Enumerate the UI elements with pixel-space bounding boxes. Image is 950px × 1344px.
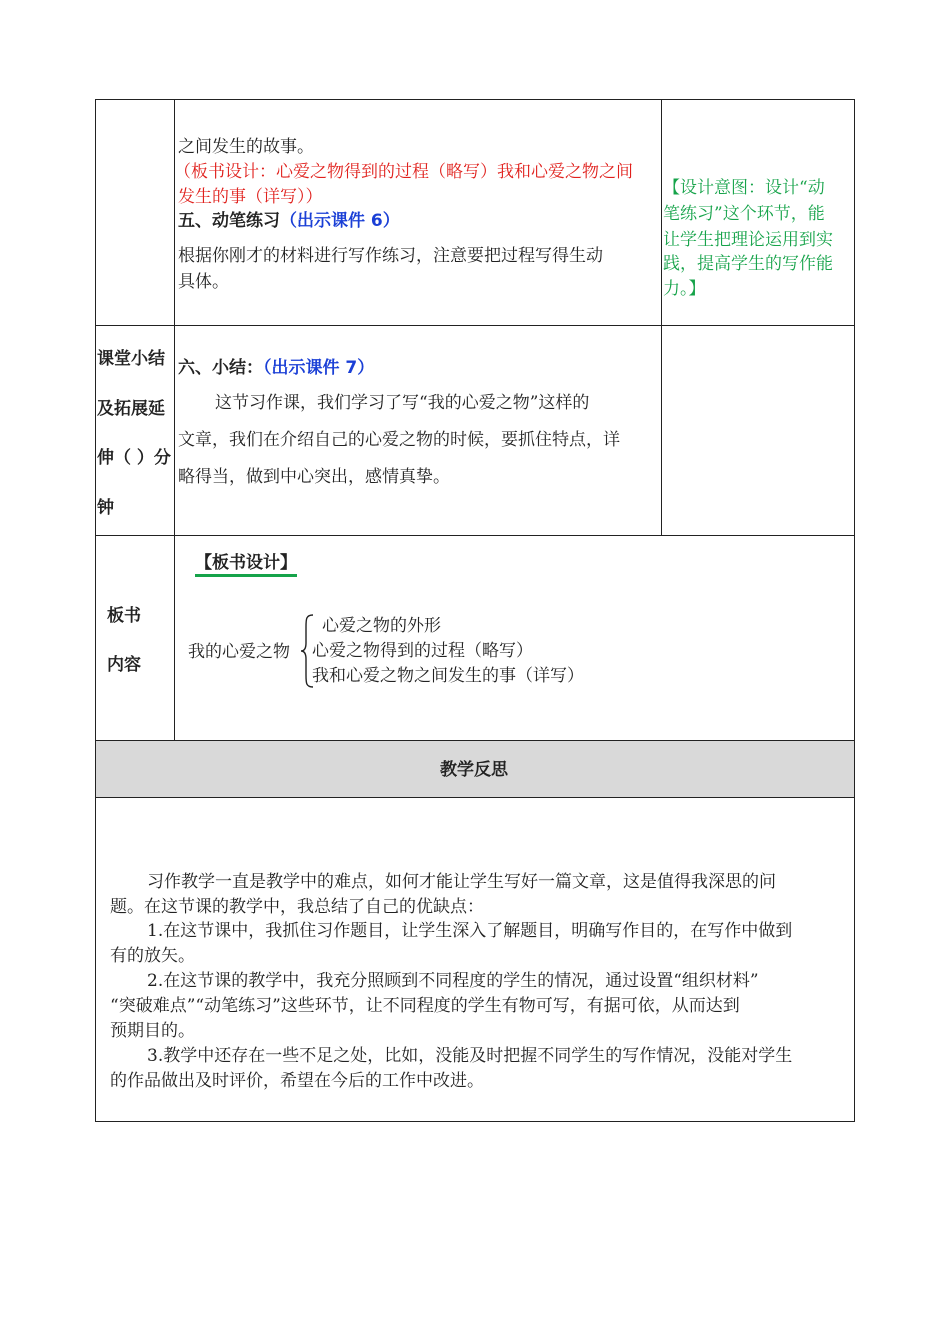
content-line: 文章，我们在介绍自己的心爱之物的时候，要抓住特点，详 xyxy=(178,430,620,450)
board-design-heading: 【板书设计】 xyxy=(195,552,297,577)
row-label: 板书 xyxy=(107,606,141,626)
step-title: 六、小结： xyxy=(178,358,263,378)
design-intent-note: 力。】 xyxy=(663,279,706,299)
row-label: 钟 xyxy=(97,498,114,518)
row-label: 课堂小结 xyxy=(97,349,165,369)
step-heading xyxy=(178,209,400,233)
board-branch: 心爱之物的外形 xyxy=(322,616,441,636)
design-intent-note: 笔练习”这个环节，能 xyxy=(663,204,825,224)
row-divider xyxy=(95,797,855,798)
reflection-title: 教学反思 xyxy=(440,760,508,780)
board-branch: 心爱之物得到的过程（略写） xyxy=(312,641,533,661)
column-divider xyxy=(661,99,662,536)
board-branch: 我和心爱之物之间发生的事（详写） xyxy=(312,666,584,686)
reflection-line: 3.教学中还存在一些不足之处，比如，没能及时把握不同学生的写作情况，没能对学生 xyxy=(147,1046,793,1066)
board-design-note: 发生的事（详写）） xyxy=(178,187,323,207)
row-label: 内容 xyxy=(107,655,141,675)
reflection-line: 2.在这节课的教学中，我充分照顾到不同程度的学生的情况，通过设置“组织材料” xyxy=(147,971,759,991)
column-divider xyxy=(174,99,175,741)
reflection-line: 有的放矢。 xyxy=(110,946,195,966)
content-line: 根据你刚才的材料进行写作练习，注意要把过程写得生动 xyxy=(178,246,603,266)
content-line: 这节习作课，我们学习了写“我的心爱之物”这样的 xyxy=(215,393,590,413)
design-intent-note: 【设计意图：设计“动 xyxy=(663,178,825,198)
courseware-ref: （出示课件 6） xyxy=(280,211,400,231)
row-label: 及拓展延 xyxy=(97,399,165,419)
row-divider xyxy=(95,740,855,741)
board-design-note: （板书设计：心爱之物得到的过程（略写）我和心爱之物之间 xyxy=(174,162,633,182)
row-divider xyxy=(95,325,855,326)
step-heading xyxy=(178,356,374,380)
content-line: 略得当，做到中心突出，感情真挚。 xyxy=(178,467,450,487)
reflection-line: 的作品做出及时评价，希望在今后的工作中改进。 xyxy=(110,1071,484,1091)
reflection-line: 预期目的。 xyxy=(110,1021,195,1041)
reflection-line: 习作教学一直是教学中的难点，如何才能让学生写好一篇文章，这是值得我深思的问 xyxy=(147,872,776,892)
row-divider xyxy=(95,535,855,536)
reflection-line: “突破难点”“动笔练习”这些环节，让不同程度的学生有物可写，有据可依，从而达到 xyxy=(110,996,740,1016)
design-intent-note: 践，提高学生的写作能 xyxy=(663,254,833,274)
courseware-ref: （出示课件 7） xyxy=(263,358,375,378)
row-label: 伸（ ）分 xyxy=(97,448,171,468)
reflection-line: 题。在这节课的教学中，我总结了自己的优缺点： xyxy=(110,897,484,917)
step-title: 五、动笔练习 xyxy=(178,211,280,231)
reflection-line: 1.在这节课中，我抓住习作题目，让学生深入了解题目，明确写作目的，在写作中做到 xyxy=(147,921,793,941)
design-intent-note: 让学生把理论运用到实 xyxy=(663,230,833,250)
content-line: 之间发生的故事。 xyxy=(178,137,314,157)
content-line: 具体。 xyxy=(178,272,229,292)
board-root: 我的心爱之物 xyxy=(188,642,290,662)
